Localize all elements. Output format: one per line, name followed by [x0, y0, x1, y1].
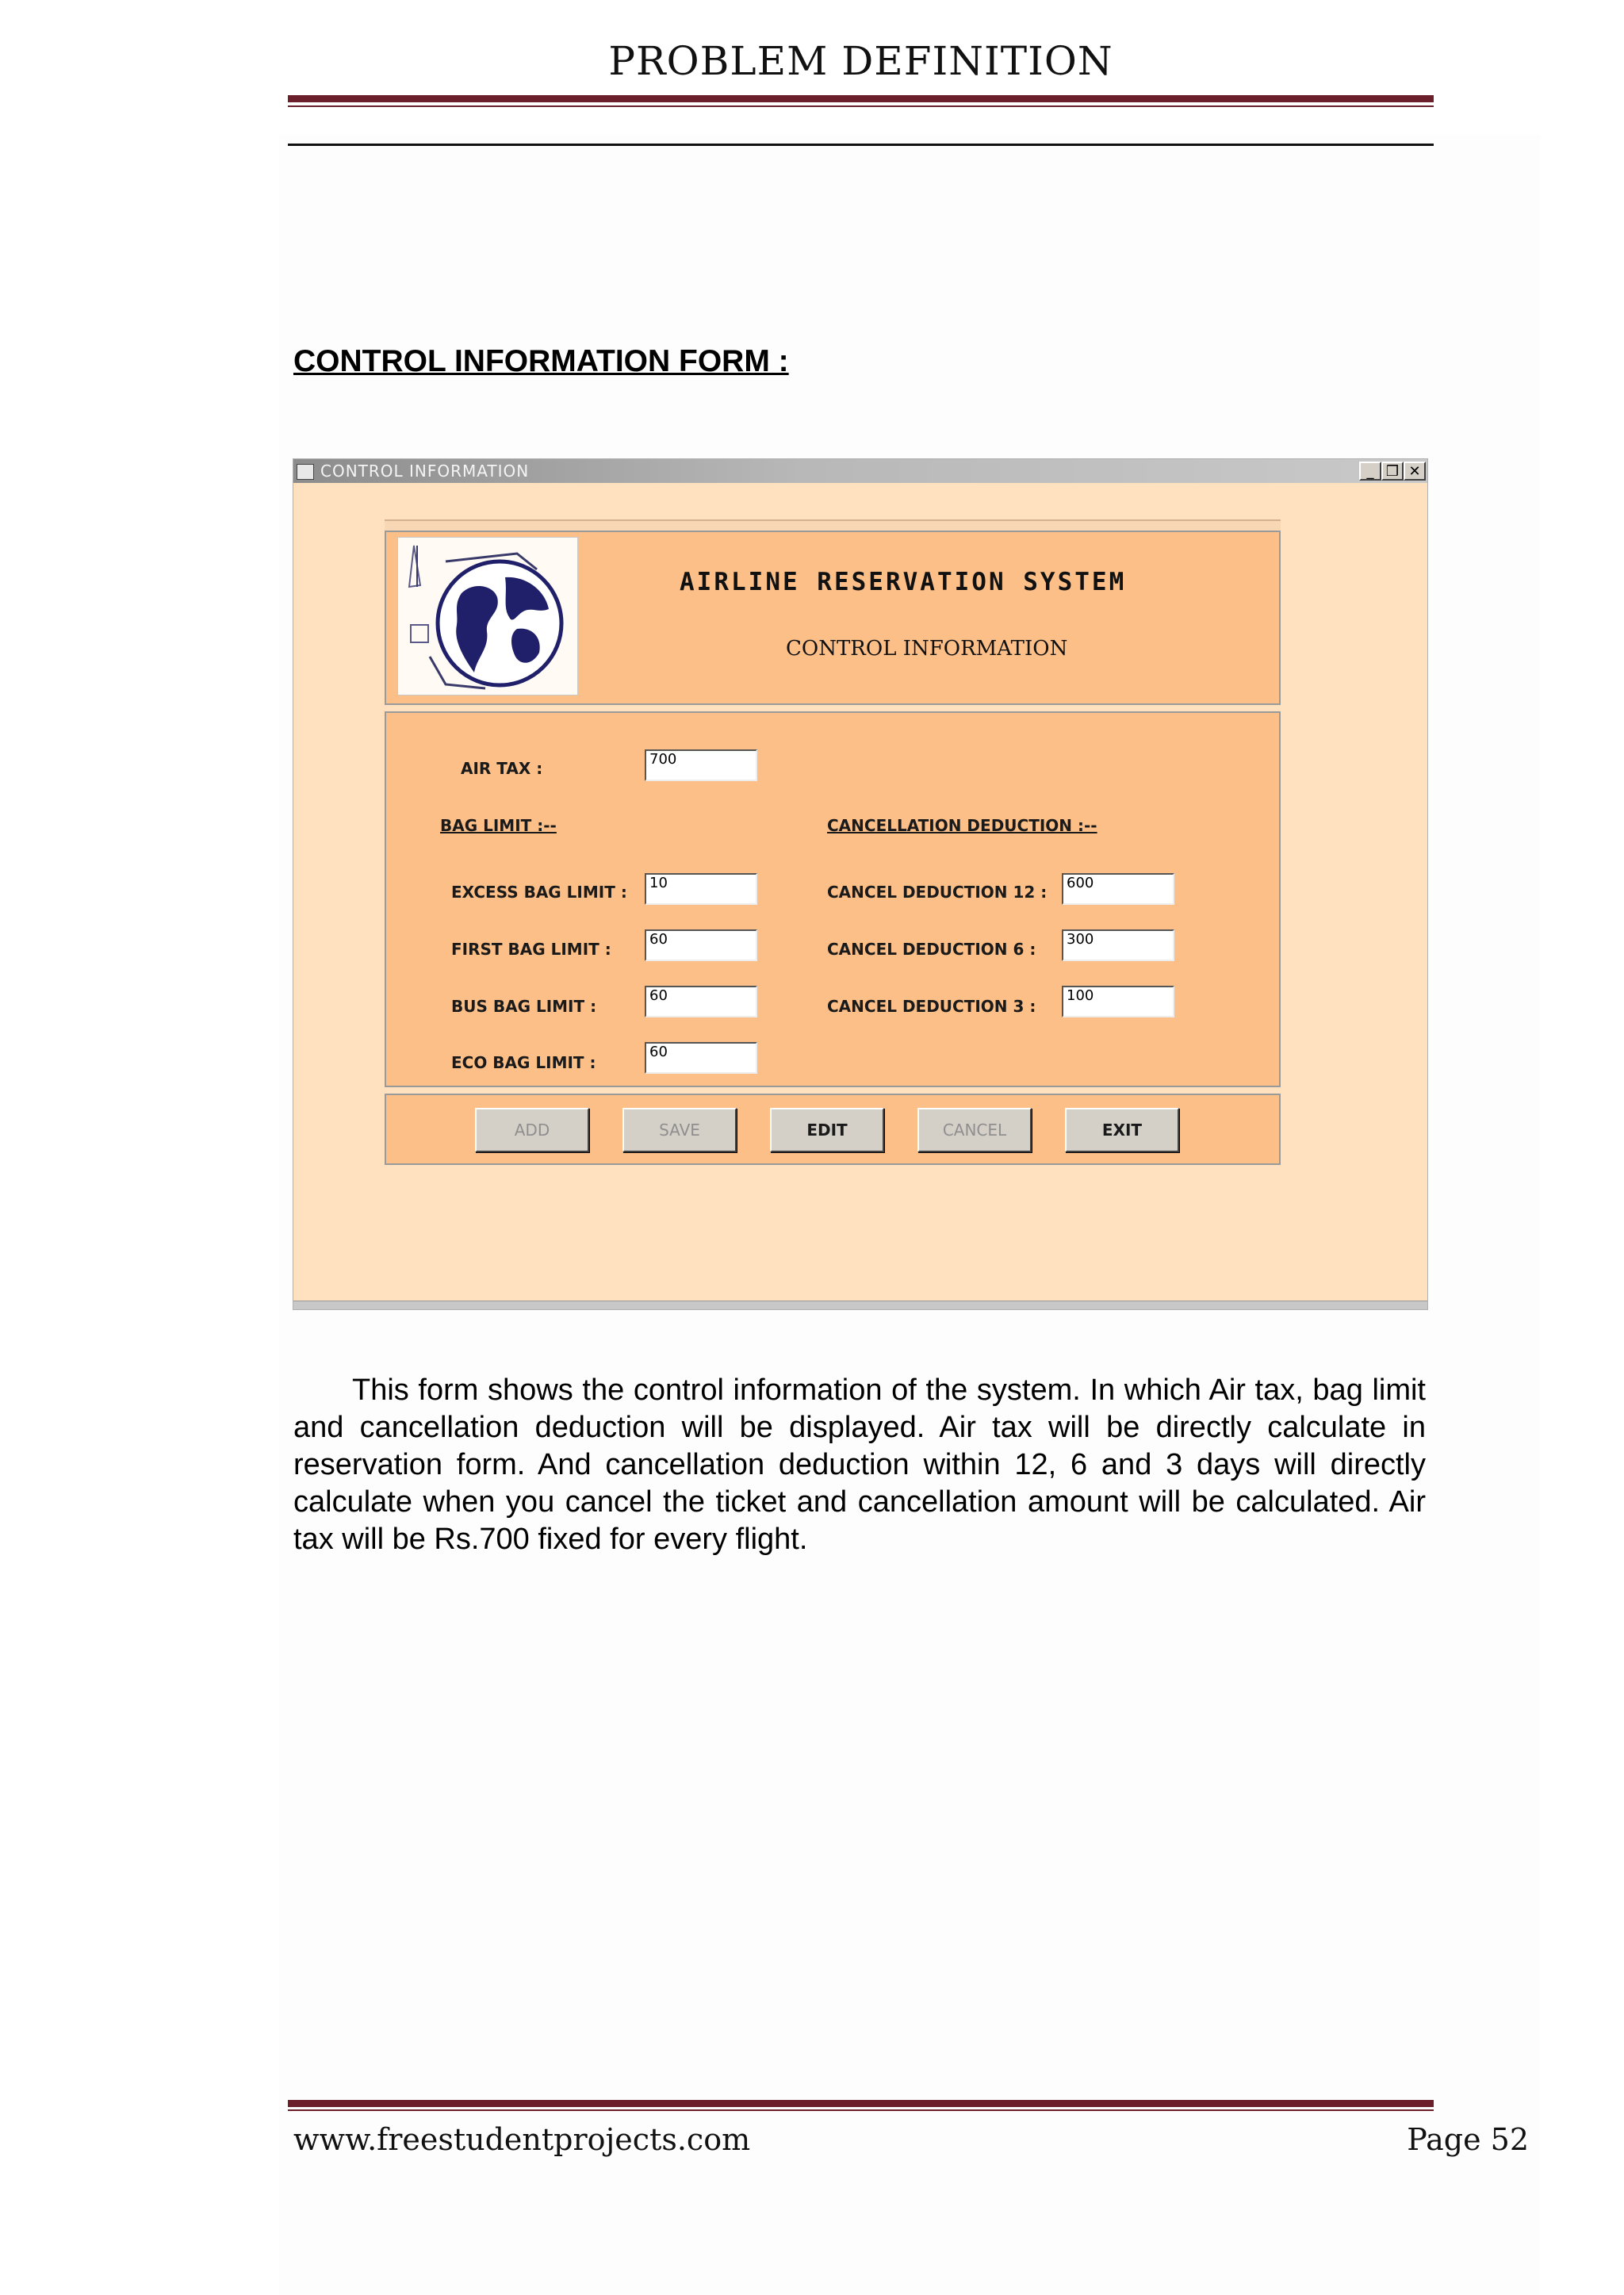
- fields-panel: [385, 711, 1281, 1087]
- control-information-window: [293, 458, 1428, 1310]
- header-panel: [385, 531, 1281, 705]
- cancel-deduction-3-field[interactable]: 100: [1062, 986, 1174, 1017]
- footer-rule-thick: [288, 2100, 1434, 2107]
- cancel-deduction-12-field[interactable]: 600: [1062, 873, 1174, 905]
- window-titlebar: [293, 459, 1427, 483]
- cancel-button[interactable]: CANCEL: [917, 1108, 1032, 1152]
- window-bottom-bar: [293, 1301, 1427, 1309]
- restore-button[interactable]: ❒: [1381, 462, 1404, 481]
- header-rule-thin: [288, 105, 1434, 107]
- header-rule-thick: [288, 95, 1434, 102]
- bus-bag-limit-label: BUS BAG LIMIT :: [451, 997, 597, 1016]
- cancel-deduction-12-label: CANCEL DEDUCTION 12 :: [827, 883, 1048, 902]
- buttons-panel: [385, 1094, 1281, 1165]
- minimize-button[interactable]: _: [1359, 462, 1381, 481]
- excess-bag-limit-field[interactable]: 10: [645, 873, 757, 905]
- eco-bag-limit-label: ECO BAG LIMIT :: [451, 1053, 596, 1072]
- header-divider: [288, 144, 1434, 146]
- close-button[interactable]: ✕: [1404, 462, 1426, 481]
- header-panel-strip: [385, 519, 1281, 531]
- description-paragraph: This form shows the control information of the system. In which Air tax, bag limit and cancellation deduction will be displayed. Air tax will be directly calculate in reservation form. And cancellation deduction within 12, 6 and 3 days will directly calculate when you cancel the ticket and cancellation amount will be calculated. Air tax will be Rs.700 fixed for every flight.: [293, 1374, 1426, 1556]
- exit-button[interactable]: EXIT: [1065, 1108, 1179, 1152]
- edit-button[interactable]: EDIT: [770, 1108, 884, 1152]
- bag-limit-heading: BAG LIMIT :--: [440, 816, 557, 835]
- globe-logo: [397, 537, 578, 695]
- window-app-icon: [297, 464, 314, 480]
- first-bag-limit-label: FIRST BAG LIMIT :: [451, 940, 611, 959]
- excess-bag-limit-label: EXCESS BAG LIMIT :: [451, 883, 627, 902]
- footer-page-number: Page 52: [1407, 2122, 1529, 2157]
- cancellation-heading: CANCELLATION DEDUCTION :--: [827, 816, 1097, 835]
- section-heading: CONTROL INFORMATION FORM :: [293, 344, 789, 378]
- app-subtitle: CONTROL INFORMATION: [786, 637, 1068, 661]
- first-bag-limit-field[interactable]: 60: [645, 929, 757, 961]
- footer-rule-thin: [288, 2109, 1434, 2111]
- footer-website: www.freestudentprojects.com: [293, 2122, 751, 2157]
- window-title: CONTROL INFORMATION: [320, 462, 530, 481]
- app-title: AIRLINE RESERVATION SYSTEM: [680, 568, 1127, 596]
- eco-bag-limit-field[interactable]: 60: [645, 1042, 757, 1074]
- air-tax-label: AIR TAX :: [461, 759, 543, 778]
- save-button[interactable]: SAVE: [622, 1108, 737, 1152]
- page-header-title: PROBLEM DEFINITION: [608, 38, 1113, 84]
- cancel-deduction-6-label: CANCEL DEDUCTION 6 :: [827, 940, 1036, 959]
- cancel-deduction-3-label: CANCEL DEDUCTION 3 :: [827, 997, 1036, 1016]
- bus-bag-limit-field[interactable]: 60: [645, 986, 757, 1017]
- air-tax-field[interactable]: 700: [645, 749, 757, 781]
- cancel-deduction-6-field[interactable]: 300: [1062, 929, 1174, 961]
- add-button[interactable]: ADD: [475, 1108, 589, 1152]
